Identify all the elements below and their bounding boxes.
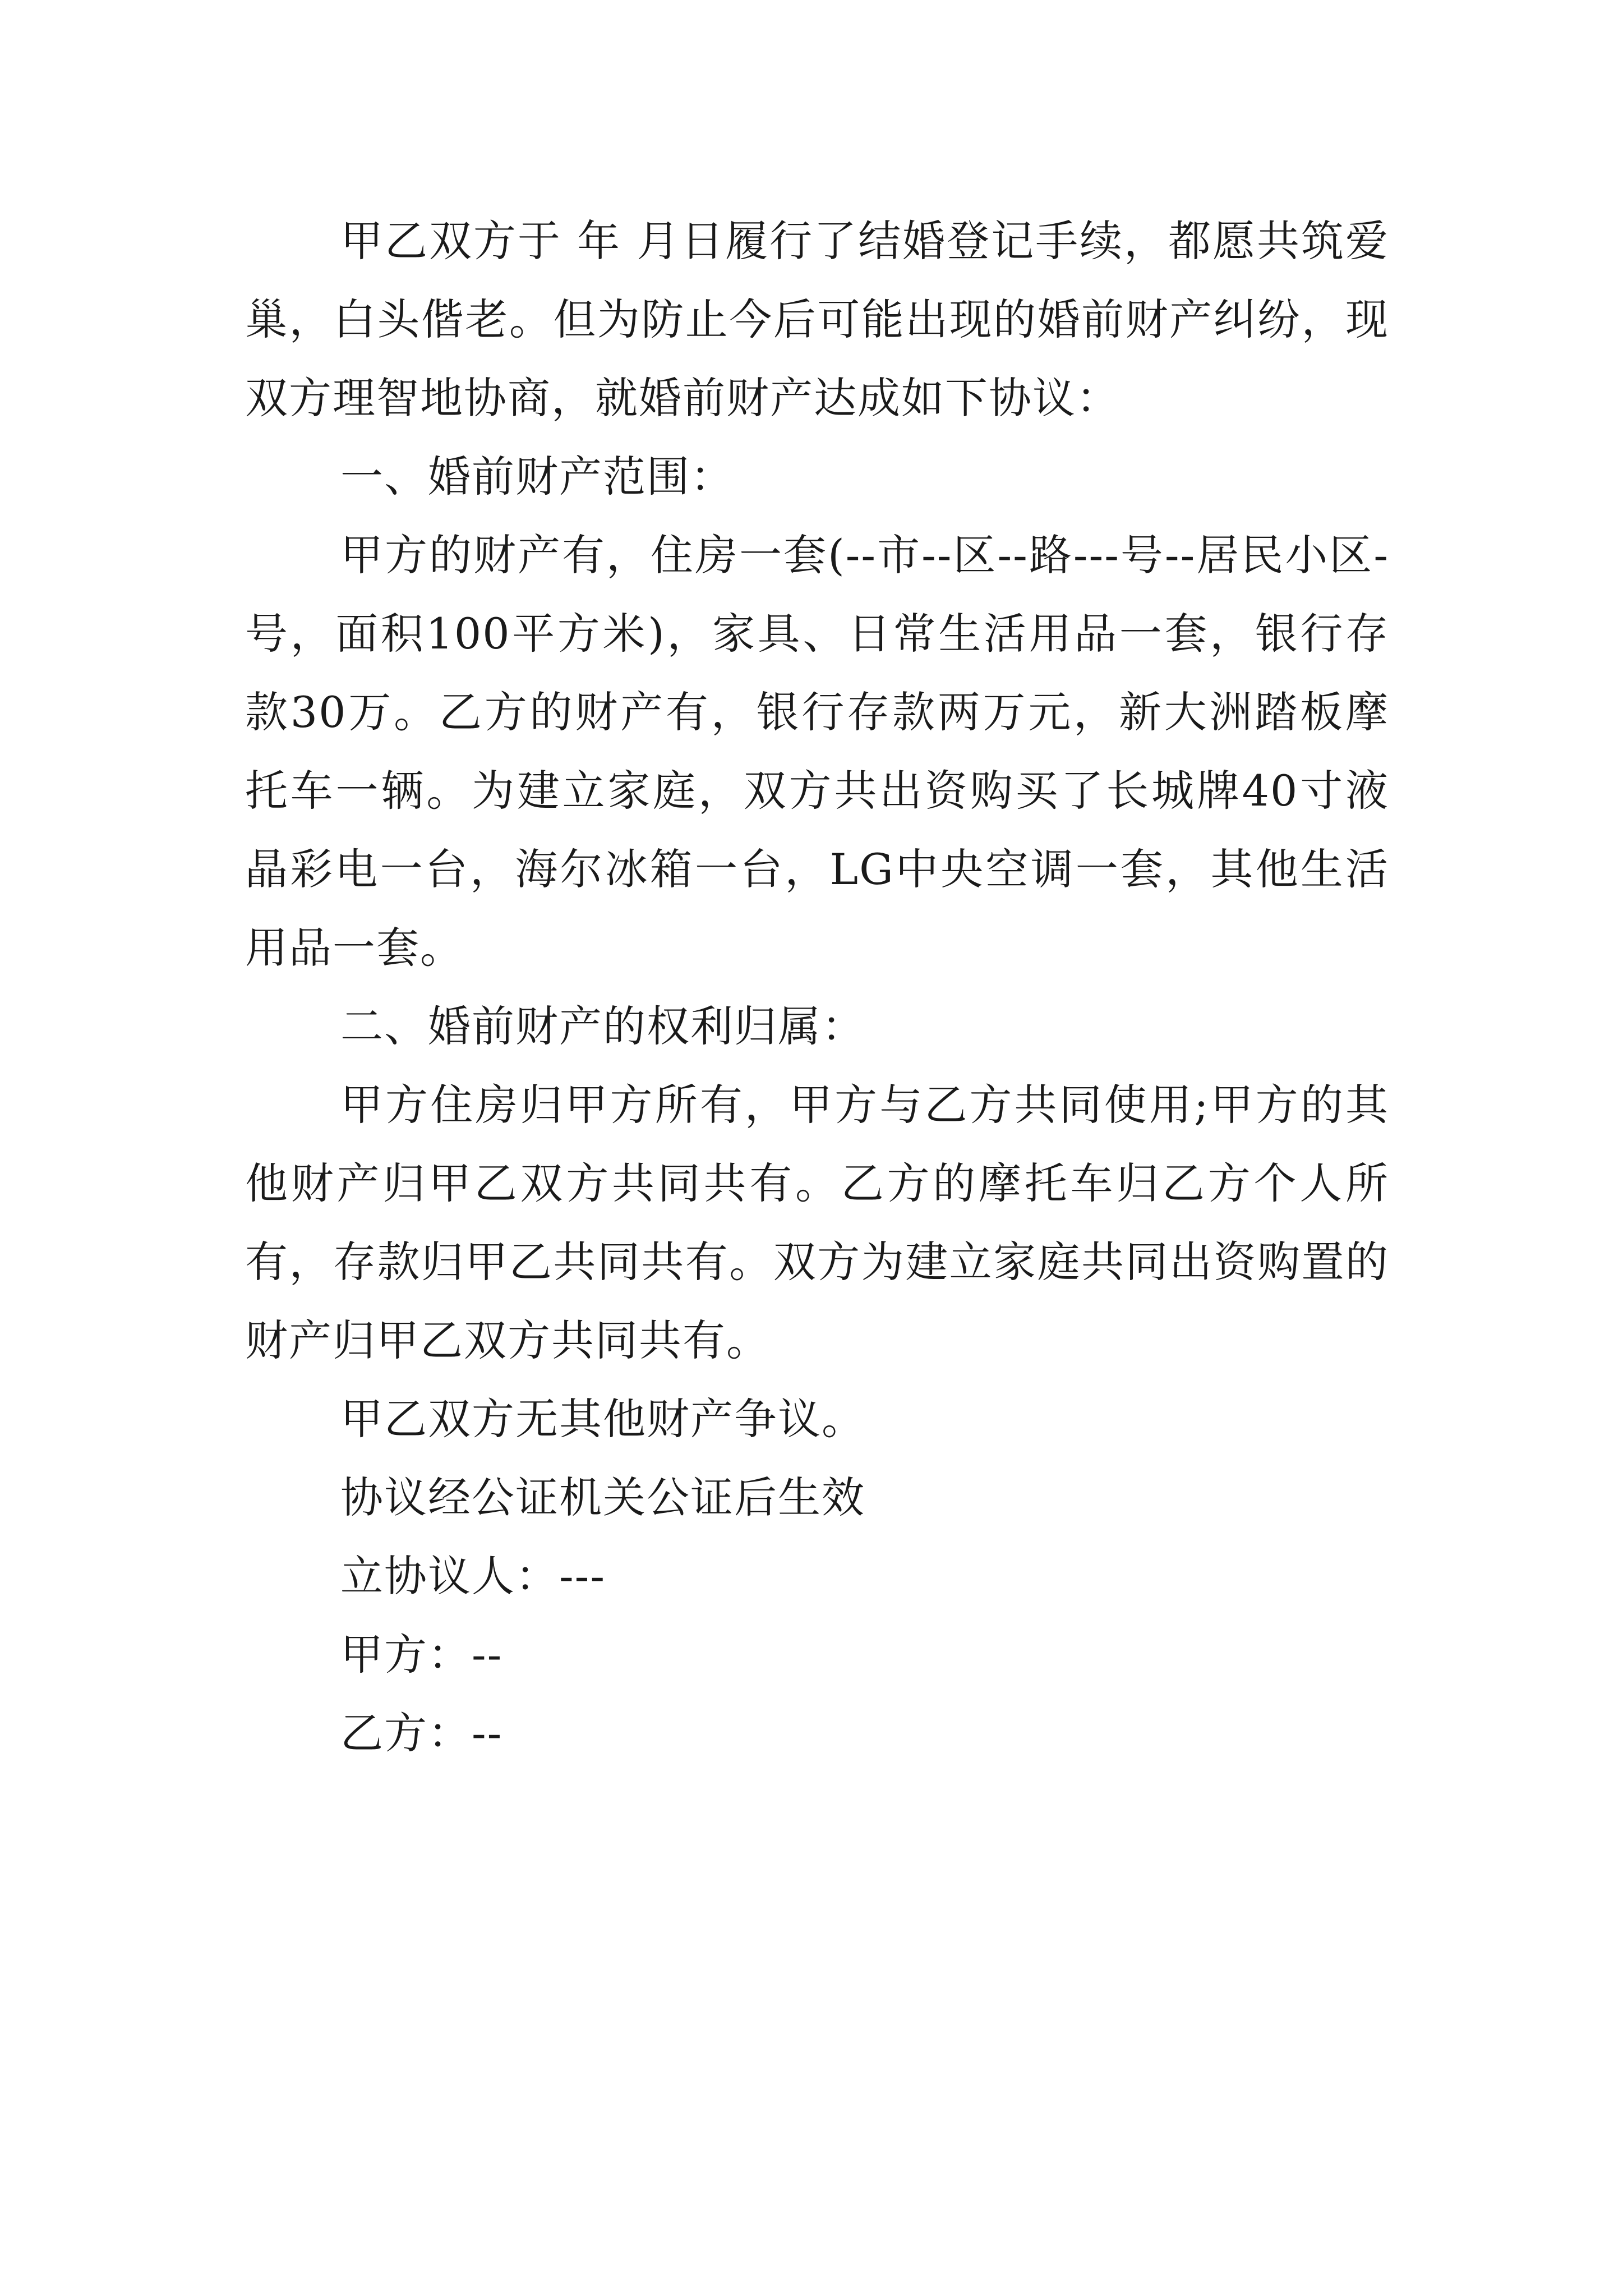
section-2-heading: 二、婚前财产的权利归属： — [340, 1001, 865, 1051]
effective-line: 协议经公证机关公证后生效 — [340, 1473, 865, 1522]
section-2-paragraph: 甲方住房归甲方所有，甲方与乙方共同使用;甲方的其他财产归甲乙双方共同共有。乙方的摩托车归乙方个人所有，存款归甲乙共同共有。双方为建立家庭共同出资购置的财产归甲乙双方共同共有。 — [245, 1080, 1389, 1365]
party-b-line: 乙方：-- — [340, 1708, 503, 1758]
section-1-paragraph: 甲方的财产有，住房一套(--市--区--路---号--居民小区-号，面积100平方米)，家具、日常生活用品一套，银行存款30万。乙方的财产有，银行存款两万元，新大洲踏板摩托车一辆。为建立家庭，双方共出资购买了长城牌40寸液晶彩电一台，海尔冰箱一台，LG中央空调一套，其他生活用品一套。 — [245, 530, 1389, 973]
section-1-heading: 一、婚前财产范围： — [340, 452, 734, 501]
signatory-line: 立协议人：--- — [340, 1551, 606, 1601]
agreement-body — [245, 202, 1389, 1773]
party-a-line: 甲方：-- — [340, 1630, 503, 1680]
intro-paragraph: 甲乙双方于 年 月日履行了结婚登记手续，都愿共筑爱巢，白头偕老。但为防止今后可能出现的婚前财产纠纷，现双方理智地协商，就婚前财产达成如下协议： — [245, 216, 1389, 423]
no-dispute-line: 甲乙双方无其他财产争议。 — [340, 1394, 865, 1444]
